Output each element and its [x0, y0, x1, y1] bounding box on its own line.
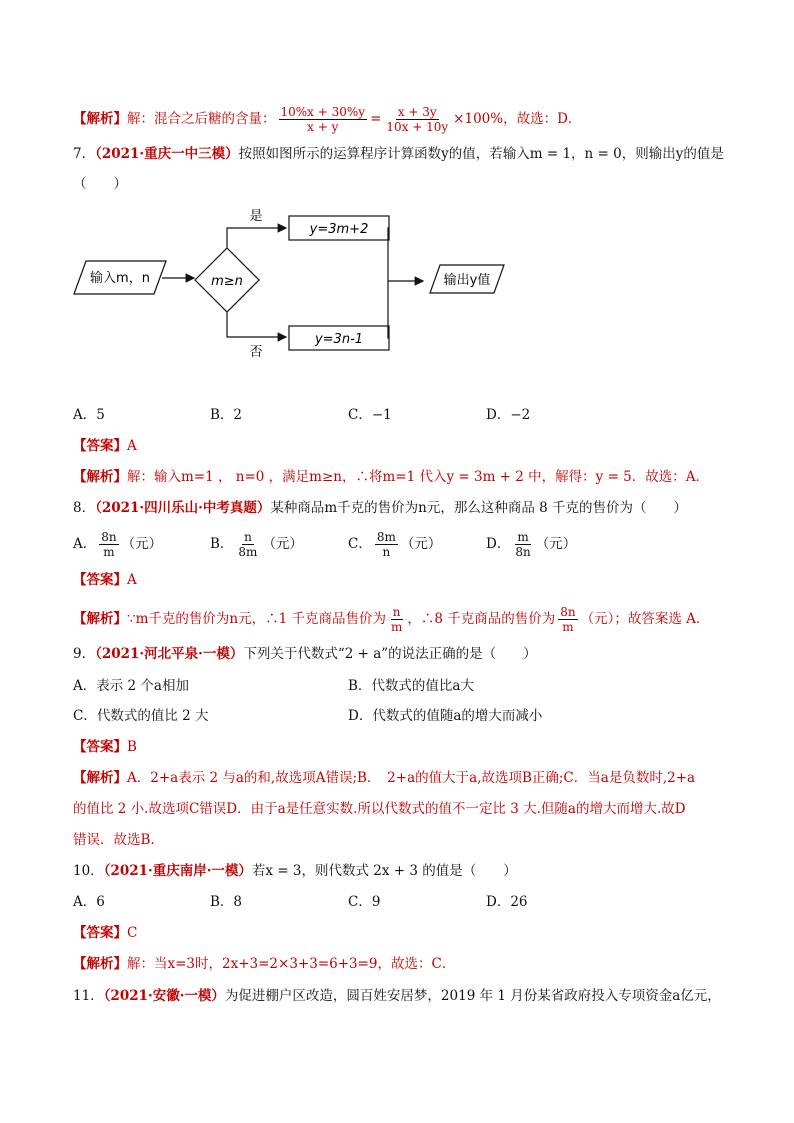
- fraction: [279, 105, 368, 134]
- option-c: C．9: [348, 894, 381, 910]
- equals-sign: =: [370, 111, 382, 127]
- answer-tag: 【答案】: [73, 438, 127, 454]
- yes-process-label: y=3m+2: [309, 222, 369, 237]
- question-source: （2021·河北平泉·一模）: [95, 646, 244, 662]
- fraction-denominator: m: [390, 620, 403, 634]
- analysis-tag: 【解析】: [73, 111, 127, 127]
- fraction-numerator: m: [517, 530, 529, 544]
- input-label: 输入m，n: [90, 271, 150, 286]
- fraction: [236, 530, 259, 559]
- option-b: B．代数式的值比a大: [348, 678, 474, 694]
- answer-value: C: [127, 925, 138, 941]
- answer-value: A: [127, 438, 137, 454]
- option-d: D．代数式的值随a的增大而减小: [348, 708, 543, 724]
- fraction-denominator: 10x + 10y: [386, 120, 449, 134]
- q9-analysis-line3: 错误．故选B.: [73, 832, 155, 848]
- q7-stem: [73, 144, 724, 164]
- fraction-numerator: 8n: [101, 530, 117, 544]
- option-d: D．26: [486, 894, 528, 910]
- question-source: （2021·重庆一中三模）: [95, 146, 239, 162]
- yes-label: 是: [249, 209, 263, 224]
- option-letter: B．: [210, 536, 234, 552]
- q10-stem: [73, 861, 517, 881]
- fraction: [513, 530, 532, 559]
- question-number: 8．: [73, 500, 96, 516]
- decision-label: m≥n: [211, 274, 243, 289]
- analysis-tag: 【解析】: [73, 770, 127, 786]
- question-source: （2021·重庆南岸·一模）: [103, 863, 252, 879]
- flowchart: [70, 200, 520, 360]
- analysis-tag: 【解析】: [73, 611, 127, 627]
- fraction: [99, 530, 118, 559]
- analysis-text: ，∴8 千克商品的售价为: [407, 611, 556, 627]
- fraction-numerator: x + 3y: [397, 105, 437, 119]
- q9-analysis-line2: 的值比 2 小.故选项C错误D．由于a是任意实数.所以代数式的值不一定比 3 大.但随a的增大而增大.故D: [73, 801, 686, 817]
- option-letter: A．: [73, 536, 97, 552]
- question-number: 11．: [73, 988, 104, 1004]
- yes-connector: [227, 228, 286, 248]
- option-d: D．−2: [486, 407, 531, 423]
- q10-answer: [73, 923, 137, 943]
- question-text: 若x = 3，则代数式 2x + 3 的值是（ ）: [251, 863, 517, 879]
- option-a: [73, 530, 162, 559]
- fraction: [384, 105, 450, 134]
- question-text: 为促进棚户区改造，圆百姓安居梦，2019 年 1 月份某省政府投入专项资金a亿元，: [224, 988, 721, 1004]
- answer-value: B: [127, 739, 137, 755]
- q7-analysis: [73, 467, 709, 487]
- question-text: 按照如图所示的运算程序计算函数y的值，若输入m = 1，n = 0，则输出y的值是: [238, 146, 724, 162]
- option-unit: （元）: [400, 536, 442, 552]
- option-a: A．表示 2 个a相加: [73, 678, 189, 694]
- q9-answer: [73, 737, 137, 757]
- fraction-numerator: 8m: [376, 530, 396, 544]
- fraction-numerator: 10%x + 30%y: [280, 105, 366, 119]
- no-label: 否: [249, 345, 263, 360]
- q10-analysis: [73, 954, 455, 974]
- option-b: [210, 530, 303, 559]
- no-process-label: y=3n-1: [314, 332, 364, 347]
- fraction: [375, 530, 398, 559]
- answer-tag: 【答案】: [73, 572, 127, 588]
- q6-analysis-line: [73, 105, 581, 134]
- question-text: 某种商品m千克的售价为n元，那么这种商品 8 千克的售价为（ ）: [270, 500, 687, 516]
- analysis-text: 解：输入m=1 ， n=0 ，满足m≥n，∴将m=1 代入y = 3m + 2 中，解得：y = 5．故选：A．: [127, 469, 710, 485]
- q8-answer: [73, 570, 137, 590]
- answer-value: A: [127, 572, 137, 588]
- question-source: （2021·四川乐山·中考真题）: [95, 500, 271, 516]
- fraction-denominator: n: [382, 545, 391, 559]
- q9-stem: [73, 644, 537, 664]
- analysis-text: A．2+a表示 2 与a的和,故选项A错误;B． 2+a的值大于a,故选项B正确;C．当a是负数时,2+a: [127, 770, 696, 786]
- q9-analysis-line1: [73, 768, 695, 788]
- option-unit: （元）: [535, 536, 577, 552]
- fraction-numerator: n: [392, 605, 401, 619]
- analysis-tag: 【解析】: [73, 956, 127, 972]
- output-label: 输出y值: [443, 273, 491, 288]
- option-c: C．−1: [348, 407, 392, 423]
- question-number: 7．: [73, 146, 96, 162]
- q8-stem: [73, 498, 687, 518]
- q7-paren: （ ）: [73, 176, 127, 192]
- fraction: [558, 605, 577, 634]
- analysis-text: 解：混合之后糖的含量：: [127, 111, 276, 127]
- option-c: [348, 530, 441, 559]
- option-c: C．代数式的值比 2 大: [73, 708, 209, 724]
- option-b: B．2: [210, 407, 243, 423]
- merge-bracket: [388, 228, 389, 338]
- option-unit: （元）: [121, 536, 163, 552]
- option-b: B．8: [210, 894, 243, 910]
- fraction-denominator: m: [103, 545, 115, 559]
- q7-answer: [73, 436, 137, 456]
- option-a: A．6: [73, 894, 105, 910]
- fraction: [389, 605, 404, 634]
- option-letter: D．: [486, 536, 511, 552]
- q11-stem: [73, 986, 721, 1006]
- fraction-denominator: x + y: [307, 120, 339, 134]
- no-connector: [227, 312, 286, 337]
- option-a: A．5: [73, 407, 105, 423]
- question-number: 9．: [73, 646, 96, 662]
- analysis-text: 解：当x=3时，2x+3=2×3+3=6+3=9，故选：C．: [127, 956, 456, 972]
- answer-tag: 【答案】: [73, 739, 127, 755]
- analysis-text: ×100%，故选：D．: [453, 111, 582, 127]
- option-unit: （元）: [262, 536, 303, 552]
- answer-tag: 【答案】: [73, 925, 127, 941]
- q8-analysis: [73, 605, 709, 634]
- fraction-denominator: 8m: [238, 545, 258, 559]
- option-d: [486, 530, 576, 559]
- question-number: 10．: [73, 863, 104, 879]
- question-source: （2021·安徽·一模）: [103, 988, 225, 1004]
- fraction-numerator: n: [244, 530, 252, 544]
- question-text: 下列关于代数式“2 + a”的说法正确的是（ ）: [243, 646, 537, 662]
- analysis-text: （元）；故答案选 A．: [580, 611, 710, 627]
- analysis-text: ∵m千克的售价为n元，∴1 千克商品售价为: [127, 611, 386, 627]
- option-letter: C．: [348, 536, 372, 552]
- fraction-denominator: 8n: [515, 545, 531, 559]
- fraction-denominator: m: [562, 620, 574, 634]
- analysis-tag: 【解析】: [73, 469, 127, 485]
- fraction-numerator: 8n: [560, 605, 576, 619]
